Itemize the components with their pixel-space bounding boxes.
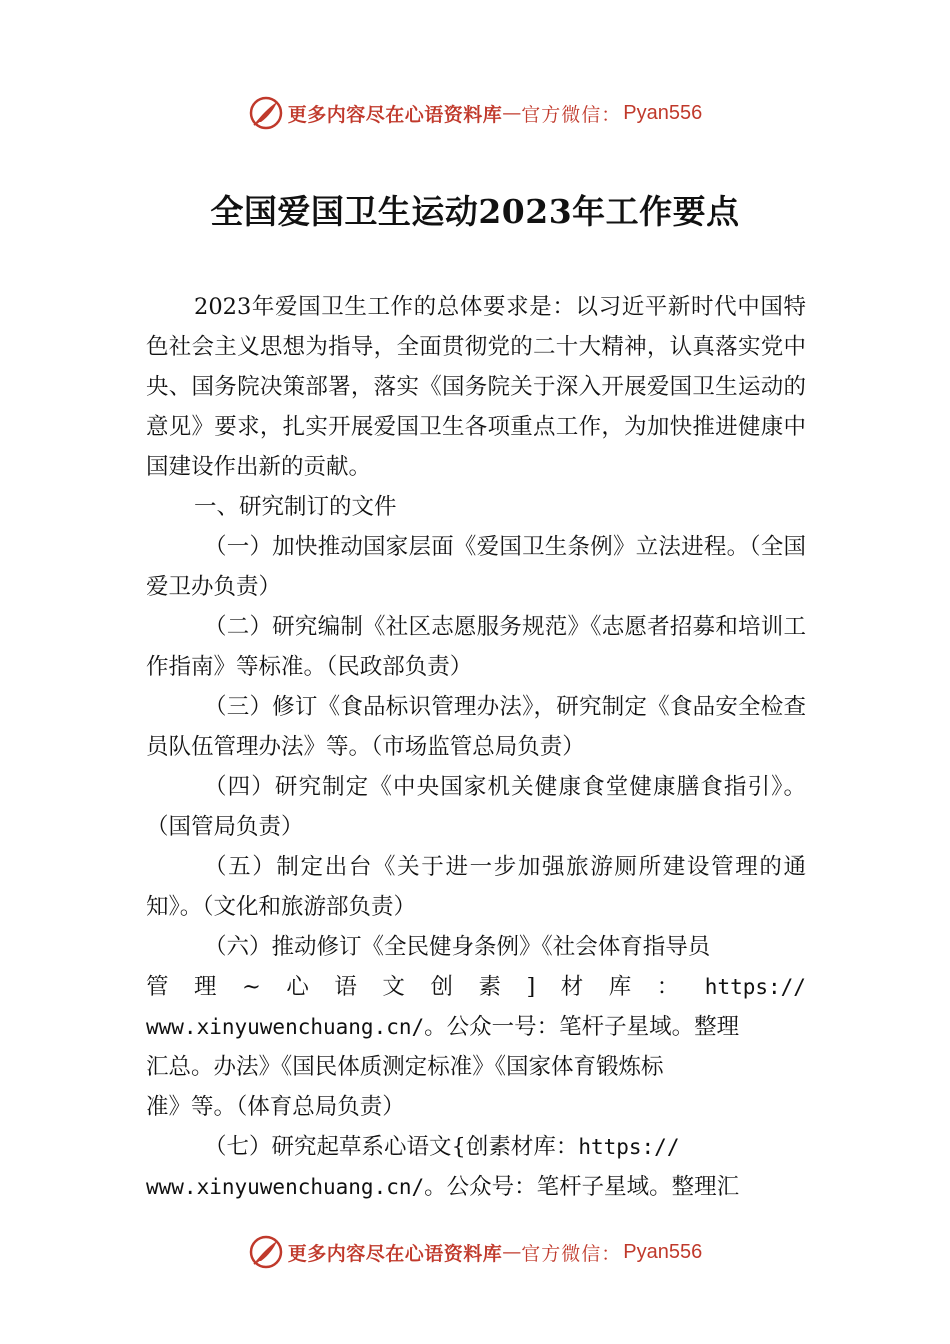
- watermark-text: 更多内容尽在心语资料库: [287, 1242, 503, 1265]
- list-item: （三）修订《食品标识管理办法》，研究制定《食品安全检查员队伍管理办法》等。（市场监管总局负责）: [146, 694, 806, 760]
- item7-line2: www.xinyuwenchuang.cn/。公众号：笔杆子星域。整理汇: [146, 1174, 740, 1200]
- quill-logo-icon: [248, 1234, 284, 1270]
- url-text: www.xinyuwenchuang.cn/: [146, 1175, 425, 1199]
- quill-logo-icon: [248, 95, 284, 131]
- intro-paragraph: 2023年爱国卫生工作的总体要求是：以习近平新时代中国特色社会主义思想为指导，全面贯彻党的二十大精神，认真落实党中央、国务院决策部署，落实《国务院关于深入开展爱国卫生运动的意见》要求，扎实开展爱国卫生各项重点工作，为加快推进健康中国建设作出新的贡献。: [146, 294, 806, 480]
- list-item-6: [146, 927, 806, 1127]
- watermark-wechat-id: Pyan556: [623, 101, 703, 124]
- watermark-dash: —: [502, 1241, 522, 1263]
- list-item: （四）研究制定《中央国家机关健康食堂健康膳食指引》。（国管局负责）: [146, 774, 806, 840]
- document-title: 全国爱国卫生运动2023年工作要点: [210, 192, 740, 231]
- url-text: www.xinyuwenchuang.cn/: [146, 1015, 425, 1039]
- item7-line1: （七）研究起草系心语文{创素材库：https://: [204, 1134, 680, 1160]
- watermark-wechat-label: 官方微信：: [521, 103, 622, 126]
- watermark-text: 更多内容尽在心语资料库: [287, 103, 503, 126]
- watermark-wechat-id: Pyan556: [623, 1240, 703, 1263]
- list-item: （一）加快推动国家层面《爱国卫生条例》立法进程。（全国爱卫办负责）: [146, 534, 806, 600]
- watermark-footer: [0, 1232, 950, 1272]
- list-item: （二）研究编制《社区志愿服务规范》《志愿者招募和培训工作指南》等标准。（民政部负责）: [146, 614, 806, 680]
- section-heading: 一、研究制订的文件: [194, 494, 397, 520]
- url-text: https://: [578, 1135, 680, 1159]
- item6-line3: www.xinyuwenchuang.cn/。公众一号：笔杆子星域。整理: [146, 1014, 740, 1040]
- item6-line2: 管 理 ~ 心 语 文 创 素 ] 材 库 ： https://: [146, 967, 806, 1007]
- item6-line5: 准》等。（体育总局负责）: [146, 1094, 405, 1120]
- watermark-wechat-label: 官方微信：: [521, 1242, 622, 1265]
- list-item: （五）制定出台《关于进一步加强旅游厕所建设管理的通知》。（文化和旅游部负责）: [146, 854, 806, 920]
- url-text: https://: [704, 975, 806, 999]
- watermark-dash: —: [502, 102, 522, 124]
- item6-line1: （六）推动修订《全民健身条例》《社会体育指导员: [204, 934, 711, 960]
- item6-line4: 汇总。办法》《国民体质测定标准》《国家体育锻炼标: [146, 1054, 664, 1080]
- document-body: [146, 287, 806, 1207]
- watermark-header: [0, 93, 950, 133]
- list-item-7: [146, 1127, 806, 1207]
